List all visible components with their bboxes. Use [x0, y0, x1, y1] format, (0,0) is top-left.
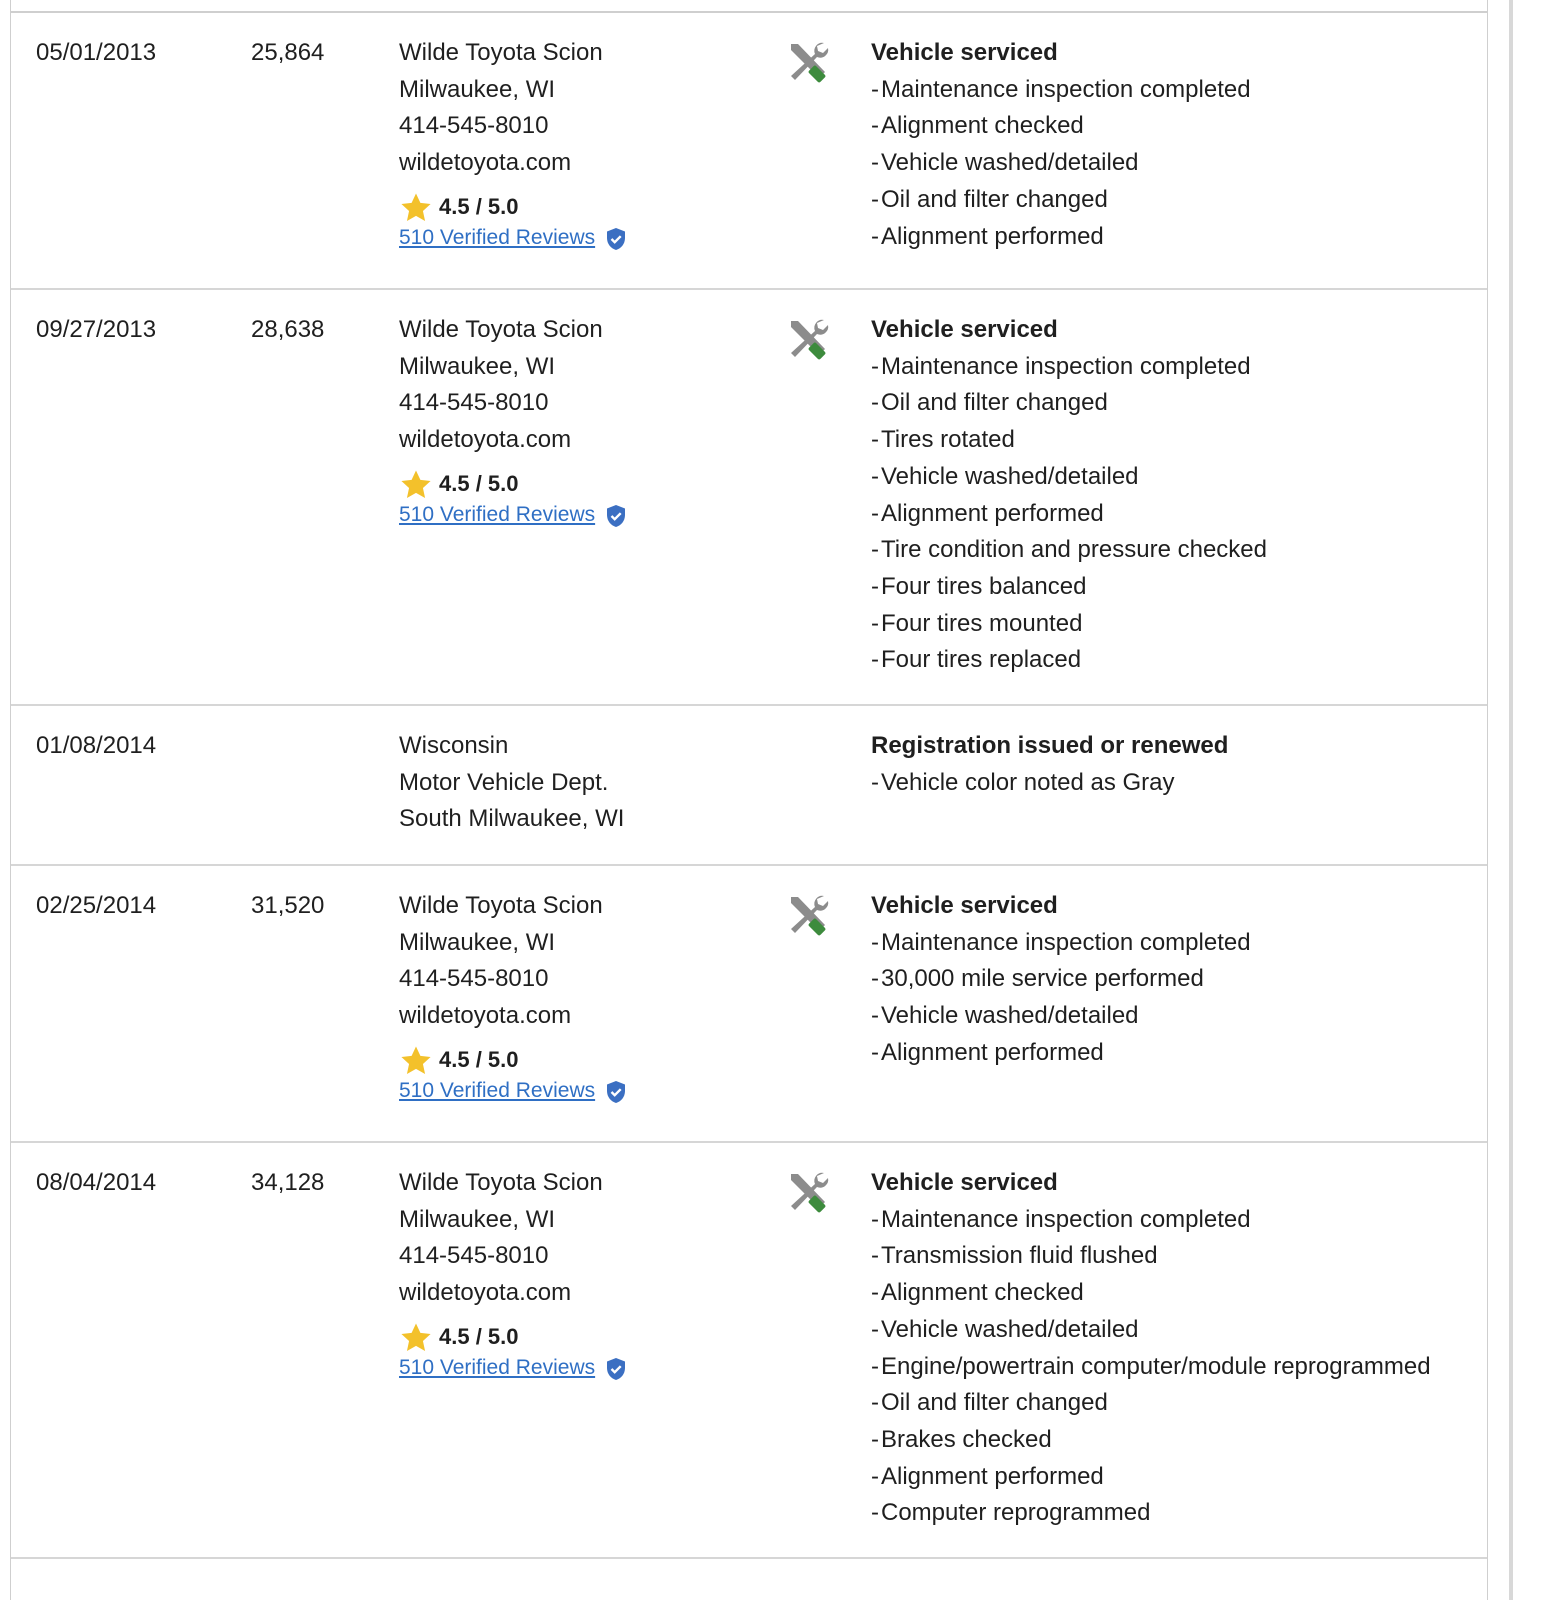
detail-item: -Alignment checked: [871, 1279, 1084, 1307]
source-name: Wilde Toyota Scion: [399, 39, 603, 66]
source-name: Wisconsin: [399, 732, 509, 759]
record-details: [871, 888, 1481, 1072]
verified-shield-icon: [605, 1357, 627, 1381]
record-details: [871, 1165, 1481, 1532]
detail-item: -Transmission fluid flushed: [871, 1242, 1158, 1270]
source-location: Milwaukee, WI: [399, 352, 556, 380]
record-details: [871, 728, 1481, 801]
detail-item: -Computer reprogrammed: [871, 1499, 1151, 1527]
detail-item: -Alignment performed: [871, 1462, 1104, 1490]
detail-item: -30,000 mile service performed: [871, 965, 1204, 993]
record-date: 05/01/2013: [36, 39, 157, 66]
detail-item: -Oil and filter changed: [871, 389, 1108, 417]
detail-item: -Alignment performed: [871, 1038, 1104, 1066]
verified-reviews-link[interactable]: 510 Verified Reviews: [399, 226, 596, 250]
event-title: Vehicle serviced: [871, 892, 1058, 919]
event-title: Vehicle serviced: [871, 316, 1058, 343]
record-source: [399, 1165, 759, 1384]
record-source: [399, 728, 759, 838]
rating-value: 4.5 / 5.0: [439, 1047, 519, 1073]
verified-shield-icon: [605, 1080, 627, 1104]
source-name: Wilde Toyota Scion: [399, 892, 603, 919]
detail-item: -Alignment performed: [871, 499, 1104, 527]
history-row: [11, 1143, 1487, 1559]
detail-item: -Four tires mounted: [871, 609, 1083, 637]
record-source: [399, 312, 759, 531]
history-row: [11, 290, 1487, 706]
detail-item: -Vehicle washed/detailed: [871, 149, 1139, 177]
detail-item: -Vehicle washed/detailed: [871, 462, 1139, 490]
source-website: wildetoyota.com: [399, 426, 572, 454]
detail-item: -Four tires balanced: [871, 572, 1087, 600]
record-details: [871, 312, 1481, 679]
source-phone: 414-545-8010: [399, 965, 549, 993]
source-location: Milwaukee, WI: [399, 75, 556, 103]
source-phone: 414-545-8010: [399, 389, 549, 417]
record-mileage: 25,864: [251, 39, 325, 66]
record-mileage: 34,128: [251, 1169, 325, 1196]
record-date: 01/08/2014: [36, 732, 157, 759]
verified-reviews-link[interactable]: 510 Verified Reviews: [399, 1356, 596, 1380]
detail-item: -Maintenance inspection completed: [871, 75, 1251, 103]
detail-item: -Four tires replaced: [871, 646, 1082, 674]
record-source: [399, 888, 759, 1107]
verified-reviews-link[interactable]: 510 Verified Reviews: [399, 503, 596, 527]
detail-item: -Tires rotated: [871, 426, 1015, 454]
detail-item: -Maintenance inspection completed: [871, 928, 1251, 956]
verified-reviews-link[interactable]: 510 Verified Reviews: [399, 1079, 596, 1103]
detail-item: -Alignment checked: [871, 112, 1084, 140]
record-source: [399, 35, 759, 254]
source-department: Motor Vehicle Dept.: [399, 768, 609, 796]
service-tools-icon: [785, 39, 831, 85]
history-row: [11, 13, 1487, 290]
detail-item: -Tire condition and pressure checked: [871, 536, 1267, 564]
event-title: Vehicle serviced: [871, 39, 1058, 66]
source-location: Milwaukee, WI: [399, 928, 556, 956]
detail-item: -Engine/powertrain computer/module reprogrammed: [871, 1352, 1431, 1380]
detail-item: -Brakes checked: [871, 1425, 1052, 1453]
event-title: Vehicle serviced: [871, 1169, 1058, 1196]
verified-shield-icon: [605, 504, 627, 528]
detail-item: -Vehicle washed/detailed: [871, 1315, 1139, 1343]
service-tools-icon: [785, 892, 831, 938]
vehicle-history-table: [10, 0, 1488, 1600]
rating-value: 4.5 / 5.0: [439, 1324, 519, 1350]
service-tools-icon: [785, 1169, 831, 1215]
record-date: 09/27/2013: [36, 316, 157, 343]
source-website: wildetoyota.com: [399, 1002, 572, 1030]
source-location: South Milwaukee, WI: [399, 805, 625, 833]
record-date: 02/25/2014: [36, 892, 157, 919]
reviews-row: [399, 501, 759, 531]
record-mileage: 31,520: [251, 892, 325, 919]
rating-value: 4.5 / 5.0: [439, 471, 519, 497]
reviews-row: [399, 1077, 759, 1107]
record-mileage: 28,638: [251, 316, 325, 343]
page-scrollbar[interactable]: [1509, 0, 1513, 1600]
source-name: Wilde Toyota Scion: [399, 316, 603, 343]
record-details: [871, 35, 1481, 255]
record-date: 08/04/2014: [36, 1169, 157, 1196]
verified-shield-icon: [605, 227, 627, 251]
service-tools-icon: [785, 316, 831, 362]
history-row: [11, 706, 1487, 866]
source-location: Milwaukee, WI: [399, 1205, 556, 1233]
event-title: Registration issued or renewed: [871, 732, 1229, 759]
detail-item: -Alignment performed: [871, 222, 1104, 250]
source-phone: 414-545-8010: [399, 112, 549, 140]
detail-item: -Vehicle washed/detailed: [871, 1002, 1139, 1030]
source-website: wildetoyota.com: [399, 149, 572, 177]
detail-item: -Maintenance inspection completed: [871, 352, 1251, 380]
source-name: Wilde Toyota Scion: [399, 1169, 603, 1196]
rating-value: 4.5 / 5.0: [439, 194, 519, 220]
detail-item: -Oil and filter changed: [871, 1389, 1108, 1417]
detail-item: -Oil and filter changed: [871, 185, 1108, 213]
source-phone: 414-545-8010: [399, 1242, 549, 1270]
history-row: [11, 866, 1487, 1143]
source-website: wildetoyota.com: [399, 1279, 572, 1307]
reviews-row: [399, 224, 759, 254]
reviews-row: [399, 1354, 759, 1384]
detail-item: -Vehicle color noted as Gray: [871, 768, 1175, 796]
detail-item: -Maintenance inspection completed: [871, 1205, 1251, 1233]
